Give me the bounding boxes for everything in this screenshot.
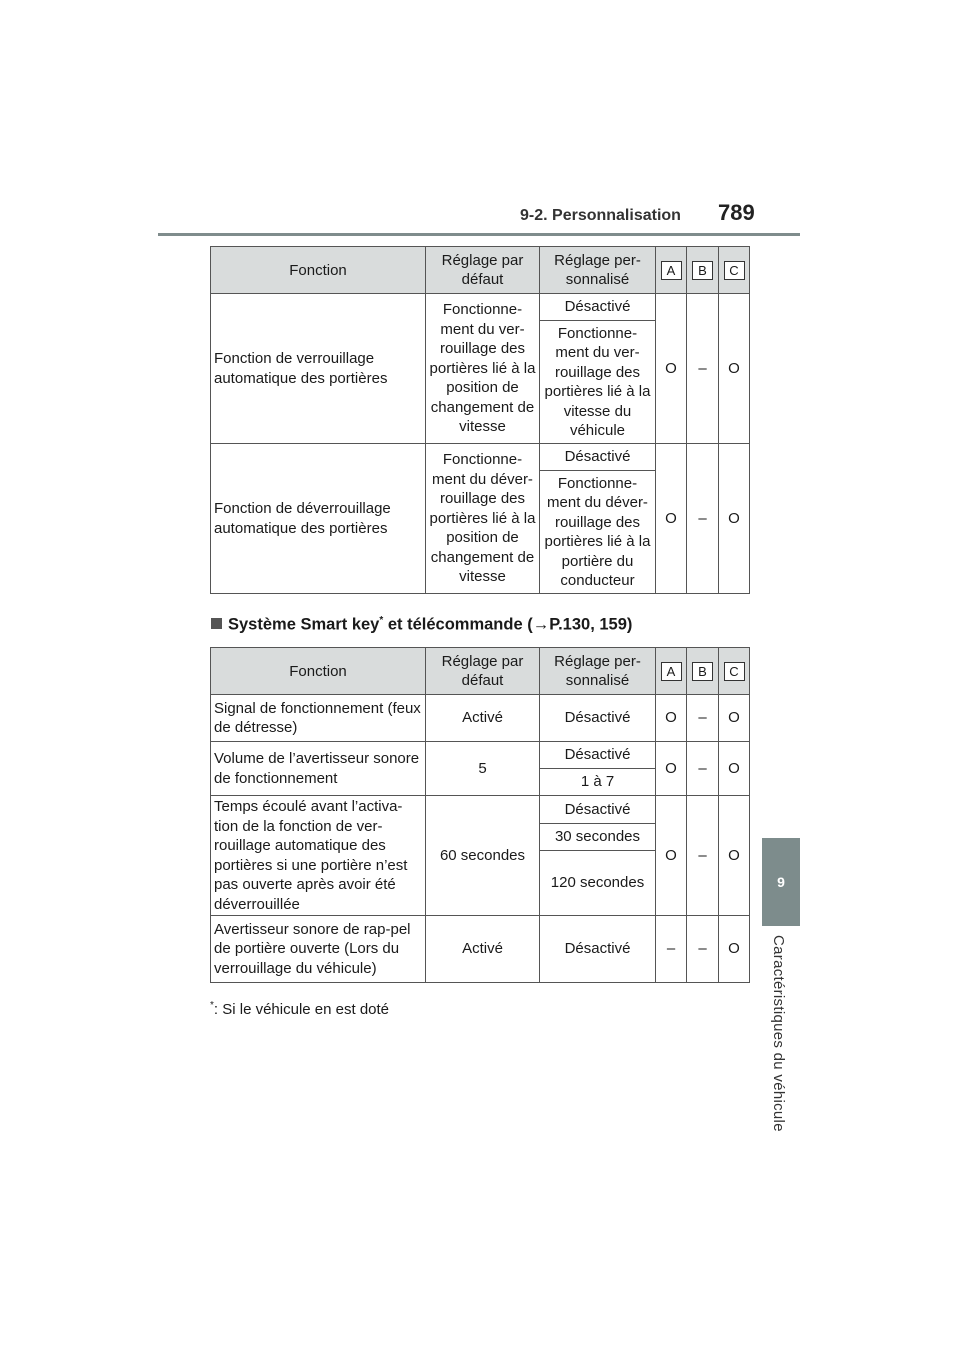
header-fonction: Fonction (211, 247, 426, 294)
cell-c: O (719, 695, 750, 742)
chapter-tab: 9 (762, 838, 800, 926)
cell-b: – (687, 742, 719, 796)
header-perso: Réglage per-sonnalisé (540, 247, 656, 294)
cell-c: O (719, 796, 750, 916)
cell-fonction: Volume de l’avertisseur sonore de fonctionnement (211, 742, 426, 796)
cell-perso: Désactivé (540, 294, 656, 321)
settings-table-1 (210, 246, 750, 594)
cell-a: – (656, 916, 687, 983)
table-row (211, 916, 750, 983)
page-number: 789 (718, 200, 755, 225)
header-c: C (724, 662, 745, 681)
cell-a: O (656, 796, 687, 916)
section-title: Système Smart key* et télécommande (→P.130, 159) (211, 615, 632, 635)
cell-defaut: Fonctionne-ment du déver-rouillage des portières lié à la position de changement de vitesse (426, 444, 540, 594)
header-defaut: Réglage par défaut (426, 648, 540, 695)
table-row (211, 444, 750, 471)
cell-b: – (687, 695, 719, 742)
header-c: C (724, 261, 745, 280)
header-b: B (692, 261, 713, 280)
cell-c: O (719, 742, 750, 796)
cell-c: O (719, 444, 750, 594)
section-heading: 9-2. Personnalisation (520, 207, 681, 224)
cell-perso: Fonctionne-ment du ver-rouillage des portières lié à la vitesse du véhicule (540, 321, 656, 444)
cell-fonction: Temps écoulé avant l’activa-tion de la fonction de ver-rouillage automatique des portières si une portière n’est pas ouverte après avoir été déverrouillée (211, 796, 426, 916)
cell-perso: 120 secondes (540, 851, 656, 916)
table-row (211, 742, 750, 769)
header-b: B (692, 662, 713, 681)
cell-b: – (687, 444, 719, 594)
cell-c: O (719, 916, 750, 983)
cell-perso: Désactivé (540, 742, 656, 769)
table-row (211, 796, 750, 824)
cell-perso: Désactivé (540, 916, 656, 983)
bullet-square-icon (211, 618, 222, 629)
cell-fonction: Signal de fonctionnement (feux de détresse) (211, 695, 426, 742)
cell-defaut: 60 secondes (426, 796, 540, 916)
cell-perso: 30 secondes (540, 823, 656, 851)
cell-a: O (656, 695, 687, 742)
cell-a: O (656, 444, 687, 594)
cell-perso: Désactivé (540, 695, 656, 742)
header-perso: Réglage per-sonnalisé (540, 648, 656, 695)
cell-perso: Désactivé (540, 796, 656, 824)
cell-a: O (656, 742, 687, 796)
cell-defaut: 5 (426, 742, 540, 796)
header-divider (158, 233, 800, 236)
cell-fonction: Fonction de verrouillage automatique des portières (211, 294, 426, 444)
header-defaut: Réglage par défaut (426, 247, 540, 294)
footnote: *: Si le véhicule en est doté (210, 1000, 390, 1018)
cell-defaut: Activé (426, 695, 540, 742)
cell-c: O (719, 294, 750, 444)
header-a: A (661, 662, 682, 681)
table-header-row (211, 247, 750, 294)
cell-perso: 1 à 7 (540, 769, 656, 796)
settings-table-2 (210, 647, 750, 983)
header-fonction: Fonction (211, 648, 426, 695)
cell-defaut: Fonctionne-ment du ver-rouillage des portières lié à la position de changement de vitesse (426, 294, 540, 444)
table-row (211, 695, 750, 742)
cell-perso: Désactivé (540, 444, 656, 471)
chapter-label: Caractéristiques du véhicule (770, 935, 787, 1132)
cell-defaut: Activé (426, 916, 540, 983)
cell-b: – (687, 294, 719, 444)
cell-perso: Fonctionne-ment du déver-rouillage des portières lié à la portière du conducteur (540, 471, 656, 594)
cell-a: O (656, 294, 687, 444)
cell-fonction: Fonction de déverrouillage automatique des portières (211, 444, 426, 594)
cell-b: – (687, 916, 719, 983)
table-header-row (211, 648, 750, 695)
cell-b: – (687, 796, 719, 916)
cell-fonction: Avertisseur sonore de rap-pel de portière ouverte (Lors du verrouillage du véhicule) (211, 916, 426, 983)
header-a: A (661, 261, 682, 280)
table-row (211, 294, 750, 321)
